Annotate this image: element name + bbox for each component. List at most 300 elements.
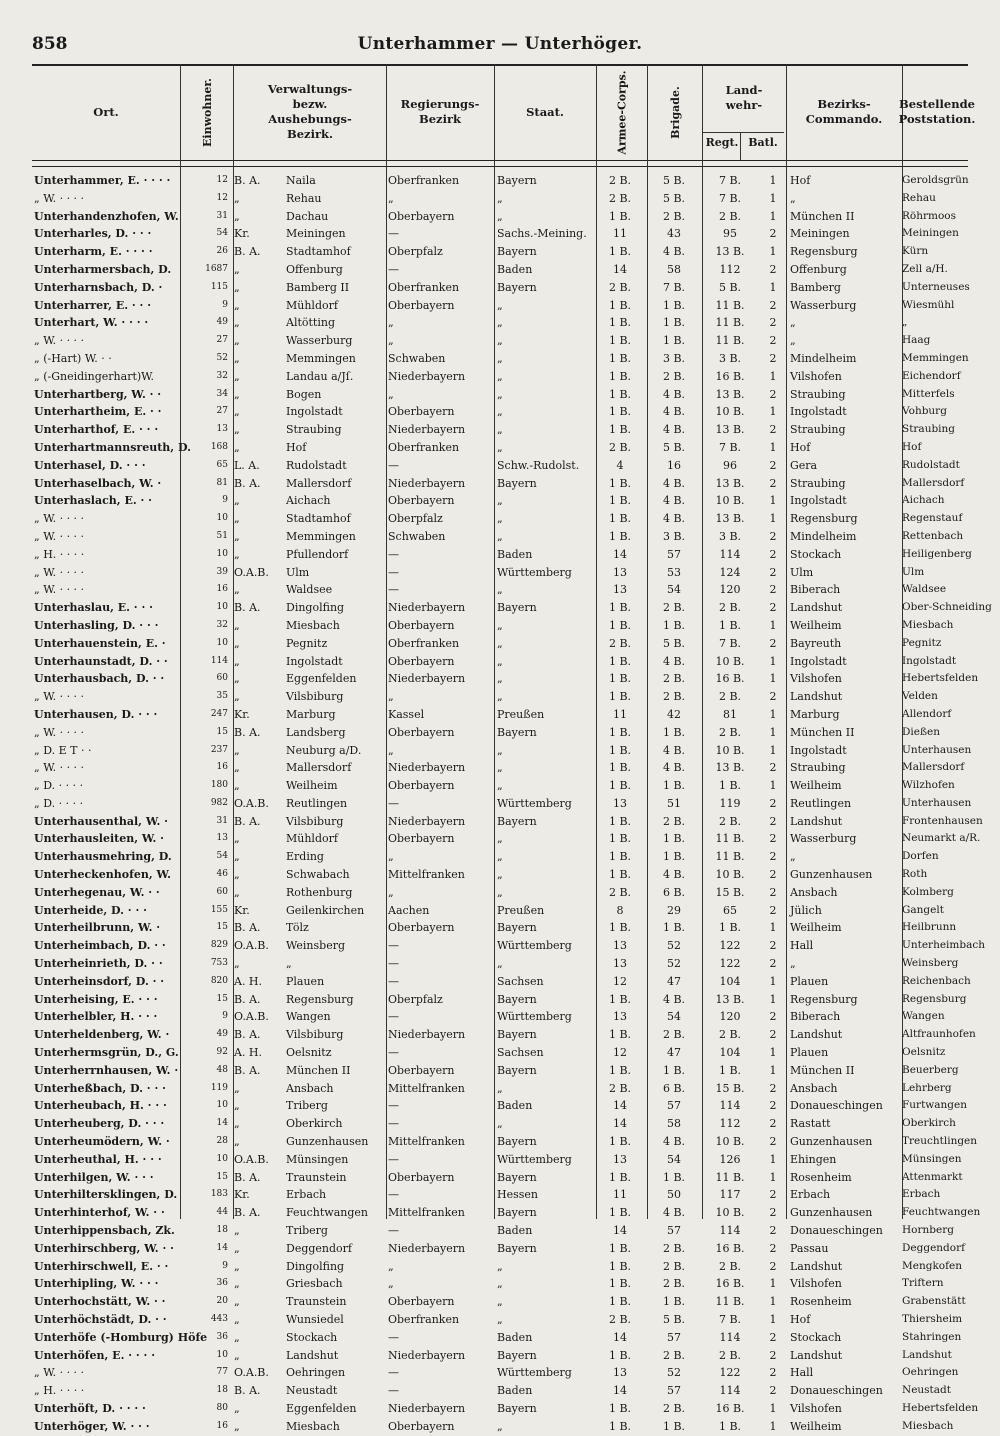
district-command: Landshut <box>790 1348 843 1362</box>
table-row <box>32 635 968 653</box>
population: 119 <box>210 1082 228 1093</box>
army-corps: 2 B. <box>608 191 632 205</box>
landwehr-regiment: 3 B. <box>718 351 742 365</box>
state: Württemberg <box>497 796 572 810</box>
population: 14 <box>216 1242 228 1253</box>
administrative-district: Landau a/Jſ. <box>286 369 354 383</box>
column-header-batl: Batl. <box>748 136 778 149</box>
column-header-armee-corps: Armee-Corps. <box>615 69 629 155</box>
post-station: Grabenstätt <box>902 1295 966 1308</box>
post-station: Oehringen <box>902 1366 959 1379</box>
government-district: — <box>388 458 399 472</box>
authority-type: „ <box>234 494 240 508</box>
place-name: Unterharnsbach, D. · <box>34 280 163 294</box>
authority-type: „ <box>234 1401 240 1415</box>
district-command: „ <box>790 316 796 330</box>
government-district: Niederbayern <box>388 1241 466 1255</box>
authority-type: „ <box>234 405 240 419</box>
population: 18 <box>216 1225 228 1236</box>
landwehr-battalion: 2 <box>769 1224 777 1238</box>
population: 155 <box>210 904 228 915</box>
administrative-district: Griesbach <box>286 1277 343 1291</box>
place-name: Unterhammer, E. · · · · <box>34 174 171 187</box>
administrative-district: Memmingen <box>286 351 356 365</box>
landwehr-battalion: 1 <box>769 494 777 508</box>
population: 16 <box>216 762 228 773</box>
landwehr-regiment: 10 B. <box>715 405 745 419</box>
landwehr-battalion: 1 <box>769 1046 777 1060</box>
landwehr-regiment: 126 <box>719 1152 741 1166</box>
brigade: 2 B. <box>662 1348 686 1362</box>
landwehr-regiment: 95 <box>723 227 737 241</box>
landwehr-regiment: 104 <box>719 974 741 988</box>
administrative-district: Oehringen <box>286 1366 346 1380</box>
population: 443 <box>210 1314 228 1324</box>
table-row <box>32 777 968 795</box>
post-station: Waldsee <box>902 583 947 596</box>
district-command: Wasserburg <box>790 832 857 846</box>
army-corps: 1 B. <box>608 850 632 864</box>
authority-type: „ <box>234 832 240 846</box>
district-command: München II <box>790 725 855 739</box>
state: „ <box>497 654 503 668</box>
post-station: Kolmberg <box>902 885 954 898</box>
army-corps: 1 B. <box>608 369 632 383</box>
landwehr-battalion: 2 <box>769 583 777 597</box>
army-corps: 2 B. <box>608 1313 632 1326</box>
landwehr-regiment: 7 B. <box>718 191 742 205</box>
administrative-district: Pfullendorf <box>286 547 349 561</box>
brigade: 7 B. <box>662 280 686 294</box>
state: Baden <box>497 547 533 561</box>
administrative-district: Ingolstadt <box>286 654 343 668</box>
government-district: — <box>388 1224 399 1238</box>
landwehr-battalion: 2 <box>769 1348 777 1362</box>
authority-type: B. A. <box>234 601 261 615</box>
state: „ <box>497 334 503 348</box>
district-command: München II <box>790 1063 855 1077</box>
place-name: Unterhausen, D. · · · <box>34 707 158 721</box>
landwehr-battalion: 2 <box>769 1188 777 1202</box>
state: „ <box>497 1295 503 1309</box>
column-header-brigade: Brigade. <box>668 85 682 139</box>
district-command: Bayreuth <box>790 636 842 650</box>
district-command: Hof <box>790 1313 811 1326</box>
district-command: Regensburg <box>790 245 858 259</box>
brigade: 5 B. <box>662 1313 686 1326</box>
place-name: Unterhöft, D. · · · · <box>34 1401 146 1415</box>
population: 28 <box>216 1136 228 1147</box>
district-command: Ansbach <box>790 1081 838 1095</box>
government-district: „ <box>388 690 394 704</box>
landwehr-regiment: 122 <box>719 939 741 953</box>
population: 32 <box>216 619 228 630</box>
landwehr-regiment: 112 <box>719 1117 741 1131</box>
landwehr-regiment: 10 B. <box>715 868 745 882</box>
post-station: Dießen <box>902 725 940 738</box>
administrative-district: Stadtamhof <box>286 245 351 259</box>
landwehr-regiment: 112 <box>719 262 741 276</box>
population: 31 <box>216 815 228 826</box>
brigade: 54 <box>667 583 681 597</box>
table-row <box>32 813 983 831</box>
post-station: Allendorf <box>902 707 952 720</box>
landwehr-regiment: 117 <box>719 1188 741 1202</box>
administrative-district: Eggenfelden <box>286 1401 357 1415</box>
army-corps: 1 B. <box>608 761 632 775</box>
administrative-district: Neuburg a/D. <box>286 743 362 757</box>
state: Baden <box>497 1224 533 1238</box>
administrative-district: Bamberg II <box>286 280 350 294</box>
place-name: Unterharles, D. · · · <box>34 227 152 241</box>
place-name: „ (-Hart) W. · · <box>34 351 112 365</box>
landwehr-regiment: 7 B. <box>718 440 742 454</box>
government-district: Oberfranken <box>388 636 460 650</box>
post-station: Reichenbach <box>902 974 971 987</box>
army-corps: 1 B. <box>608 387 632 401</box>
district-command: „ <box>790 850 796 864</box>
place-name: Unterhilgen, W. · · · <box>34 1170 154 1184</box>
post-station: Deggendorf <box>902 1241 965 1254</box>
table-row <box>32 492 968 510</box>
authority-type: „ <box>234 1117 240 1131</box>
post-station: Aichach <box>902 494 945 507</box>
state: Sachsen <box>497 974 544 988</box>
brigade: 54 <box>667 1152 681 1166</box>
place-name: „ W. · · · · <box>34 583 85 597</box>
authority-type: B. A. <box>234 1028 261 1042</box>
army-corps: 4 <box>616 458 624 472</box>
army-corps: 1 B. <box>608 832 632 846</box>
post-station: Mitterfels <box>902 387 955 400</box>
brigade: 4 B. <box>662 512 686 526</box>
table-row <box>32 1026 976 1044</box>
table-row <box>32 617 968 635</box>
landwehr-battalion: 1 <box>769 209 777 223</box>
government-district: Oberbayern <box>388 1419 455 1433</box>
post-station: Wiesmühl <box>902 298 955 311</box>
place-name: Unterhartberg, W. · · <box>34 387 162 401</box>
place-name: Unterhausleiten, W. · <box>34 832 165 846</box>
table-row <box>32 724 968 742</box>
population: 92 <box>216 1047 228 1058</box>
district-command: Hof <box>790 174 811 187</box>
place-name: Unterhippensbach, Zk. <box>34 1224 175 1238</box>
landwehr-battalion: 2 <box>769 316 777 330</box>
district-command: Vilshofen <box>790 1277 842 1291</box>
government-district: Mittelfranken <box>388 1081 465 1095</box>
post-station: Eichendorf <box>902 369 961 382</box>
army-corps: 1 B. <box>608 654 632 668</box>
landwehr-regiment: 120 <box>719 1010 741 1024</box>
brigade: 52 <box>667 939 681 953</box>
brigade: 4 B. <box>662 1135 686 1149</box>
administrative-district: Naila <box>286 174 316 187</box>
population: 36 <box>216 1331 228 1342</box>
brigade: 16 <box>667 458 681 472</box>
place-name: „ D. · · · · <box>34 796 84 810</box>
state: Baden <box>497 1384 533 1398</box>
population: 15 <box>216 726 228 737</box>
administrative-district: Geilenkirchen <box>286 903 365 917</box>
place-name: Unterhinterhof, W. · · <box>34 1206 165 1220</box>
landwehr-battalion: 1 <box>769 174 777 187</box>
authority-type: O.A.B. <box>234 796 269 810</box>
state: Bayern <box>497 1241 537 1255</box>
place-name: „ W. · · · · <box>34 565 85 579</box>
district-command: Regensburg <box>790 992 858 1006</box>
army-corps: 14 <box>613 1099 627 1113</box>
post-station: Roth <box>902 868 928 881</box>
district-command: Ingolstadt <box>790 654 847 668</box>
brigade: 4 B. <box>662 992 686 1006</box>
column-header-kommando: Bezirks- Commando. <box>805 97 883 126</box>
post-station: Frontenhausen <box>902 814 983 827</box>
administrative-district: Weilheim <box>286 779 338 793</box>
brigade: 2 B. <box>662 690 686 704</box>
government-district: Oberfranken <box>388 1313 460 1326</box>
army-corps: 8 <box>616 903 624 917</box>
authority-type: „ <box>234 1419 240 1433</box>
district-command: Plauen <box>790 1046 829 1060</box>
place-name: Unterheßbach, D. · · · <box>34 1081 166 1095</box>
district-command: Stockach <box>790 547 842 561</box>
administrative-district: Oelsnitz <box>286 1046 332 1060</box>
administrative-district: Pegnitz <box>286 636 328 650</box>
landwehr-regiment: 2 B. <box>718 1028 742 1042</box>
population: 60 <box>216 886 228 897</box>
landwehr-battalion: 2 <box>769 1099 777 1113</box>
population: 247 <box>210 708 228 719</box>
brigade: 51 <box>667 796 681 810</box>
landwehr-regiment: 10 B. <box>715 654 745 668</box>
district-command: Landshut <box>790 1028 843 1042</box>
landwehr-regiment: 65 <box>723 903 737 917</box>
state: Bayern <box>497 601 537 615</box>
landwehr-regiment: 11 B. <box>715 832 745 846</box>
brigade: 1 B. <box>662 850 686 864</box>
table-row <box>32 848 968 866</box>
district-command: Offenburg <box>790 262 847 276</box>
table-row <box>32 1186 968 1204</box>
landwehr-regiment: 15 B. <box>715 885 745 899</box>
landwehr-battalion: 2 <box>769 227 777 241</box>
administrative-district: Meiningen <box>286 227 346 241</box>
brigade: 2 B. <box>662 1259 686 1273</box>
page-number: 858 <box>32 34 68 54</box>
brigade: 4 B. <box>662 423 686 437</box>
government-district: — <box>388 1330 399 1344</box>
authority-type: „ <box>234 1081 240 1095</box>
government-district: Oberpfalz <box>388 245 443 259</box>
table-row <box>32 1008 968 1026</box>
post-station: Triftern <box>902 1277 944 1290</box>
army-corps: 13 <box>613 583 627 597</box>
post-station: Thiersheim <box>902 1313 963 1325</box>
brigade: 57 <box>667 1384 681 1398</box>
table-row <box>32 599 992 617</box>
state: Bayern <box>497 1348 537 1362</box>
administrative-district: Waldsee <box>286 583 333 597</box>
army-corps: 1 B. <box>608 814 632 828</box>
post-station: Unterhausen <box>902 796 972 809</box>
government-district: Niederbayern <box>388 1401 466 1415</box>
government-district: Oberfranken <box>388 280 460 294</box>
population: 18 <box>216 1385 228 1396</box>
table-row <box>32 190 968 208</box>
landwehr-battalion: 1 <box>769 1063 777 1077</box>
landwehr-battalion: 1 <box>769 1295 777 1309</box>
population: 54 <box>216 228 228 239</box>
army-corps: 13 <box>613 565 627 579</box>
post-station: Haag <box>902 334 931 347</box>
army-corps: 1 B. <box>608 316 632 330</box>
landwehr-battalion: 1 <box>769 672 777 686</box>
landwehr-battalion: 2 <box>769 1081 777 1095</box>
landwehr-regiment: 13 B. <box>715 423 745 437</box>
administrative-district: Altötting <box>286 316 335 330</box>
state: „ <box>497 440 503 454</box>
landwehr-battalion: 1 <box>769 779 777 793</box>
landwehr-battalion: 2 <box>769 262 777 276</box>
header-rule-bottom <box>32 160 968 161</box>
government-district: „ <box>388 850 394 864</box>
brigade: 2 B. <box>662 209 686 223</box>
landwehr-regiment: 11 B. <box>715 850 745 864</box>
brigade: 6 B. <box>662 1081 686 1095</box>
authority-type: „ <box>234 369 240 383</box>
district-command: Hof <box>790 440 811 454</box>
administrative-district: Oberkirch <box>286 1117 343 1131</box>
place-name: Unterherrnhausen, W. · <box>34 1063 179 1077</box>
brigade: 1 B. <box>662 832 686 846</box>
post-station: Heilbrunn <box>902 921 957 934</box>
army-corps: 13 <box>613 939 627 953</box>
brigade: 58 <box>667 262 681 276</box>
army-corps: 1 B. <box>608 992 632 1006</box>
landwehr-regiment: 13 B. <box>715 512 745 526</box>
landwehr-regiment: 13 B. <box>715 476 745 490</box>
landwehr-regiment: 16 B. <box>715 369 745 383</box>
state: „ <box>497 209 503 223</box>
district-command: Straubing <box>790 387 846 401</box>
post-station: Röhrmoos <box>902 209 956 222</box>
district-command: Rosenheim <box>790 1170 852 1184</box>
brigade: 43 <box>667 227 681 241</box>
authority-type: „ <box>234 654 240 668</box>
population: 27 <box>216 335 228 346</box>
administrative-district: Marburg <box>286 707 336 721</box>
place-name: Unterhelbler, H. · · · <box>34 1010 158 1024</box>
brigade: 6 B. <box>662 885 686 899</box>
landwehr-regiment: 114 <box>719 1224 741 1238</box>
landwehr-regiment: 10 B. <box>715 1206 745 1220</box>
administrative-district: Miesbach <box>286 1419 340 1433</box>
table-row <box>32 1258 968 1276</box>
table-row <box>32 919 968 937</box>
place-name: Unterhausenthal, W. · <box>34 814 168 828</box>
column-header-poststation: Bestellende Poststation. <box>898 97 976 126</box>
government-district: Niederbayern <box>388 476 466 490</box>
district-command: Landshut <box>790 690 843 704</box>
landwehr-battalion: 2 <box>769 1117 777 1131</box>
government-district: — <box>388 974 399 988</box>
header-rule-thin <box>32 166 968 167</box>
landwehr-regiment: 1 B. <box>718 1063 742 1077</box>
landwehr-battalion: 1 <box>769 280 777 294</box>
brigade: 4 B. <box>662 387 686 401</box>
landwehr-battalion: 1 <box>769 743 777 757</box>
post-station: Kürn <box>902 245 929 258</box>
landwehr-regiment: 2 B. <box>718 725 742 739</box>
government-district: „ <box>388 387 394 401</box>
landwehr-battalion: 1 <box>769 1419 777 1433</box>
state: „ <box>497 743 503 757</box>
authority-type: B. A. <box>234 814 261 828</box>
army-corps: 12 <box>613 1046 627 1060</box>
army-corps: 13 <box>613 1152 627 1166</box>
brigade: 1 B. <box>662 298 686 312</box>
post-station: Neumarkt a/R. <box>902 832 981 845</box>
administrative-district: Weinsberg <box>286 939 346 953</box>
authority-type: O.A.B. <box>234 939 269 953</box>
table-row <box>32 208 968 226</box>
population: 60 <box>216 673 228 684</box>
table-row <box>32 866 968 884</box>
population: 15 <box>216 922 228 933</box>
authority-type: „ <box>234 351 240 365</box>
table-row <box>32 1240 968 1258</box>
population: 27 <box>216 406 228 417</box>
post-station: Attenmarkt <box>902 1170 963 1183</box>
state: „ <box>497 1313 503 1326</box>
page-title: Unterhammer — Unterhöger. <box>357 34 643 54</box>
table-row <box>32 350 968 368</box>
table-row <box>32 830 981 848</box>
brigade: 52 <box>667 957 681 971</box>
table-row <box>32 1097 968 1115</box>
population: 180 <box>210 780 228 791</box>
brigade: 1 B. <box>662 618 686 632</box>
army-corps: 14 <box>613 547 627 561</box>
table-row <box>32 653 968 671</box>
government-district: Niederbayern <box>388 672 466 686</box>
administrative-district: Triberg <box>286 1224 328 1238</box>
district-command: Weilheim <box>790 618 842 632</box>
administrative-district: Wunsiedel <box>286 1313 344 1326</box>
army-corps: 2 B. <box>608 440 632 454</box>
landwehr-regiment: 13 B. <box>715 761 745 775</box>
state: „ <box>497 351 503 365</box>
government-district: — <box>388 1046 399 1060</box>
table-row <box>32 670 979 688</box>
army-corps: 1 B. <box>608 601 632 615</box>
state: „ <box>497 1117 503 1131</box>
administrative-district: Eggenfelden <box>286 672 357 686</box>
government-district: Aachen <box>388 903 430 917</box>
brigade: 2 B. <box>662 1277 686 1291</box>
army-corps: 1 B. <box>608 672 632 686</box>
district-command: Weilheim <box>790 1419 842 1433</box>
authority-type: O.A.B. <box>234 1010 269 1024</box>
army-corps: 1 B. <box>608 1028 632 1042</box>
place-name: Unterhart, W. · · · · <box>34 316 149 330</box>
place-name: Unterhirschwell, E. · · <box>34 1259 169 1273</box>
landwehr-battalion: 2 <box>769 761 777 775</box>
landwehr-battalion: 2 <box>769 547 777 561</box>
table-row <box>32 546 972 564</box>
district-command: Landshut <box>790 1259 843 1273</box>
